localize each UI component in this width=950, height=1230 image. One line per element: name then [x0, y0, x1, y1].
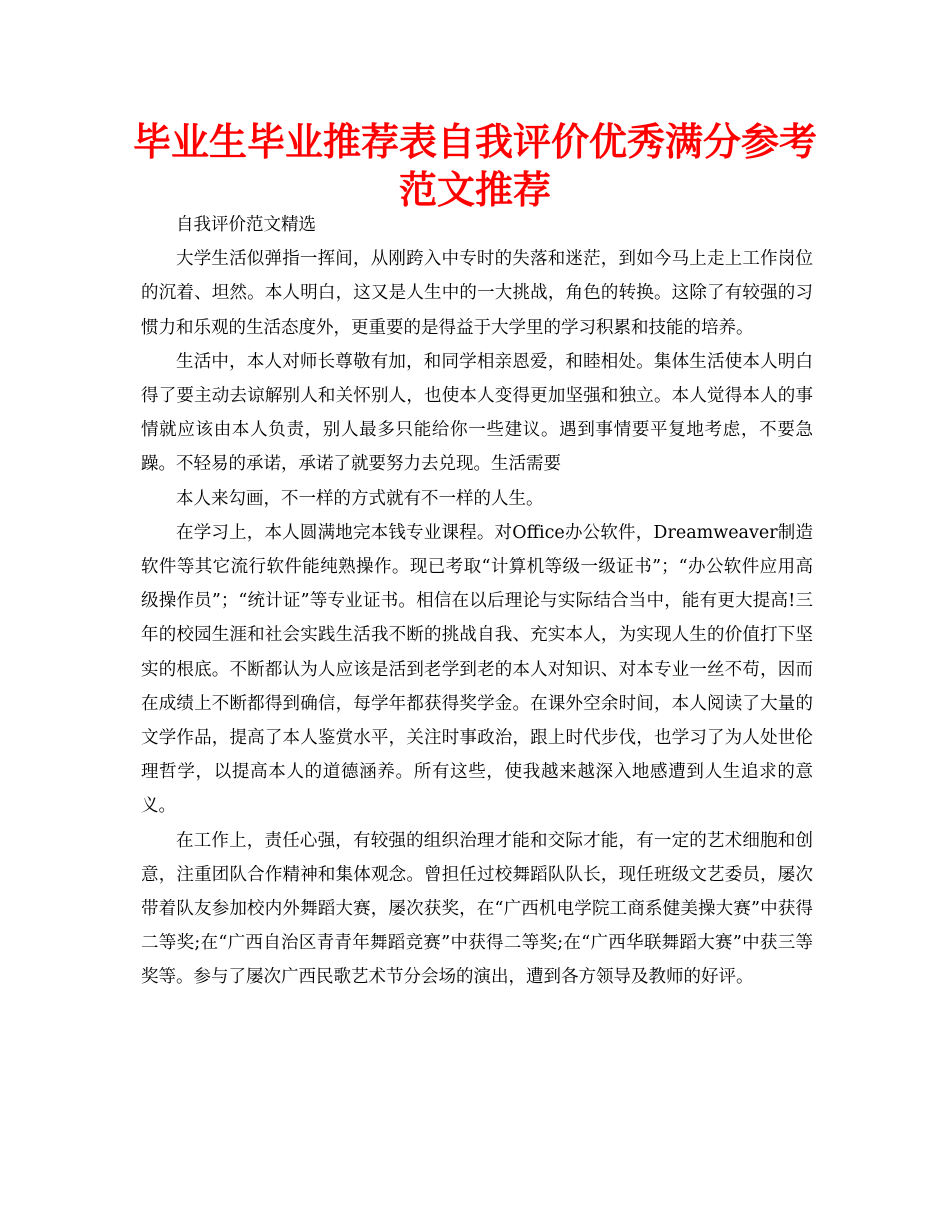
paragraph: 在工作上，责任心强，有较强的组织治理才能和交际才能，有一定的艺术细胞和创意，注重团队合作精神和集体观念。曾担任过校舞蹈队队长，现任班级文艺委员，屡次带着队友参加校内外舞蹈大赛，屡次获奖，在“广西机电学院工商系健美操大赛”中获得二等奖;在“广西自治区青青年舞蹈竞赛”中获得二等奖;在“广西华联舞蹈大赛”中获三等奖等。参与了屡次广西民歌艺术节分会场的演出，遭到各方领导及教师的好评。 [141, 830, 813, 988]
paragraph: 大学生活似弹指一挥间，从刚跨入中专时的失落和迷茫，到如今马上走上工作岗位的沉着、坦然。本人明白，这又是人生中的一大挑战，角色的转换。这除了有较强的习惯力和乐观的生活态度外，更重要的是得益于大学里的学习积累和技能的培养。 [141, 249, 813, 338]
paragraph: 在学习上，本人圆满地完本钱专业课程。对Office办公软件，Dreamweaver制造软件等其它流行软件能纯熟操作。现已考取“计算机等级一级证书”；“办公软件应用高级操作员”；“统计证”等专业证书。相信在以后理论与实际结合当中，能有更大提高!三年的校园生涯和社会实践生活我不断的挑战自我、充实本人，为实现人生的价值打下坚实的根底。不断都认为人应该是活到老学到老的本人对知识、对本专业一丝不苟，因而在成绩上不断都得到确信，每学年都获得奖学金。在课外空余时间，本人阅读了大量的文学作品，提高了本人鉴赏水平，关注时事政治，跟上时代步伐，也学习了为人处世伦理哲学，以提高本人的道德涵养。所有这些，使我越来越深入地感遭到人生追求的意义。 [141, 522, 813, 817]
paragraph-heading: 自我评价范文精选 [176, 215, 316, 235]
paragraph: 生活中，本人对师长尊敬有加，和同学相亲恩爱，和睦相处。集体生活使本人明白得了要主动去谅解别人和关怀别人，也使本人变得更加坚强和独立。本人觉得本人的事情就应该由本人负责，别人最多只能给你一些建议。遇到事情要平复地考虑，不要急躁。不轻易的承诺，承诺了就要努力去兑现。生活需要 [141, 351, 813, 475]
document-title: 毕业生毕业推荐表自我评价优秀满分参考范文推荐 [132, 120, 817, 212]
paragraph: 本人来勾画，不一样的方式就有不一样的人生。 [176, 488, 544, 509]
document-body [141, 208, 813, 995]
